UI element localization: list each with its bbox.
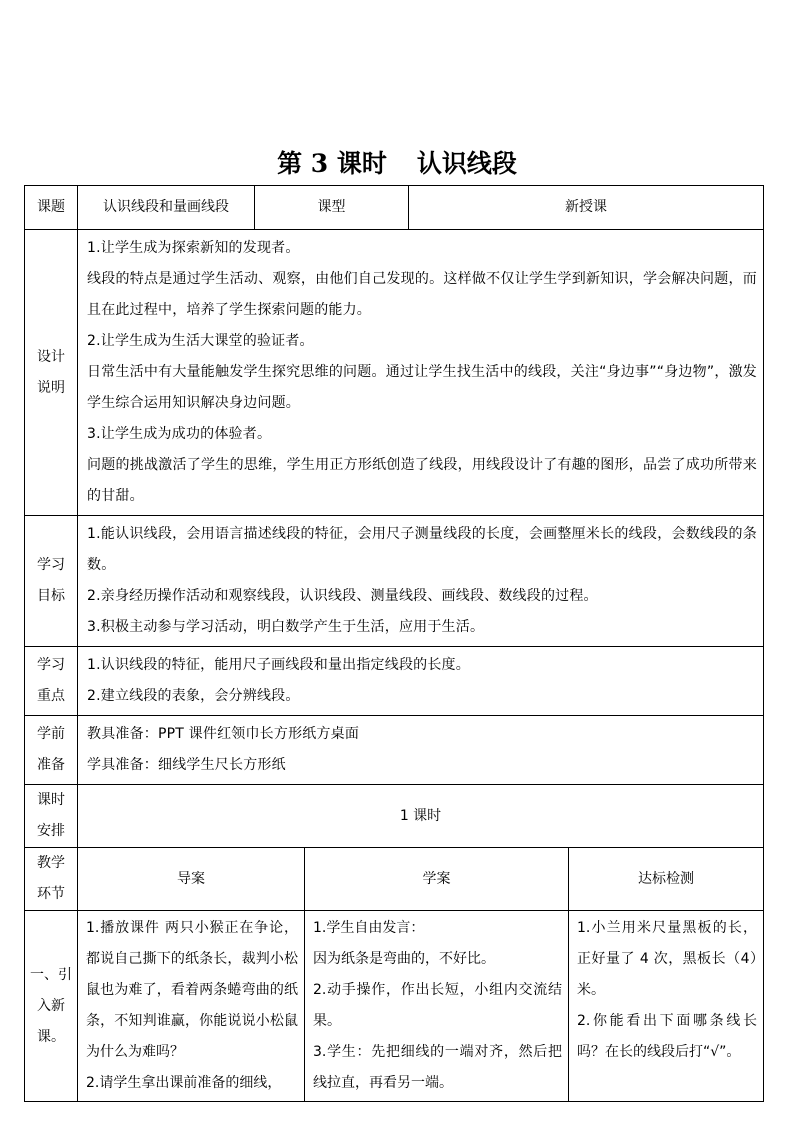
- label-goals: [25, 516, 78, 647]
- label-intro-3: 课。: [37, 1028, 65, 1045]
- col-study-header: 学案: [305, 848, 569, 911]
- goal-line: 3.积极主动参与学习活动，明白数学产生于生活，应用于生活。: [87, 619, 485, 635]
- col-guide-header: 导案: [78, 848, 305, 911]
- goal-line: 2.亲身经历操作活动和观察线段，认识线段、测量线段、画线段、数线段的过程。: [87, 588, 598, 604]
- row-intro: [25, 911, 764, 1102]
- title-part2: 认识线段: [416, 149, 517, 178]
- label-topic: 课题: [25, 186, 78, 230]
- study-line: 因为纸条是弯曲的，不好比。: [313, 951, 495, 967]
- prep-line: 学具准备：细线学生尺长方形纸: [87, 757, 286, 773]
- label-stage-2: 环节: [37, 886, 65, 902]
- row-goals: [25, 516, 764, 647]
- guide-line: 1.播放课件 两只小猴正在争论，都说自己撕下的纸条长，裁判小松鼠也为难了，看着两条蜷弯曲的纸条，不知判谁赢，你能说说小松鼠为什么为难吗？: [86, 920, 298, 1060]
- design-content: [78, 230, 764, 516]
- design-line: 日常生活中有大量能触发学生探究思维的问题。通过让学生找生活中的线段，关注“身边事”“身边物”，激发学生综合运用知识解决身边问题。: [87, 364, 757, 411]
- label-design-2: 说明: [37, 379, 65, 396]
- key-line: 1.认识线段的特征，能用尺子画线段和量出指定线段的长度。: [87, 657, 470, 673]
- label-intro: [25, 911, 78, 1102]
- design-line: 线段的特点是通过学生活动、观察，由他们自己发现的。这样做不仅让学生学到新知识，学会解决问题，而且在此过程中，培养了学生探索问题的能力。: [87, 271, 757, 318]
- design-line: 问题的挑战激活了学生的思维，学生用正方形纸创造了线段，用线段设计了有趣的图形，品尝了成功所带来的甘甜。: [87, 457, 757, 504]
- check-line: 2.你能看出下面哪条线长吗？在长的线段后打“√”。: [577, 1013, 757, 1060]
- label-goals-1: 学习: [37, 557, 65, 573]
- col-check-header: 达标检测: [569, 848, 764, 911]
- label-stage: [25, 848, 78, 911]
- label-time: [25, 785, 78, 848]
- page-title: [0, 146, 794, 182]
- row-time: [25, 785, 764, 848]
- label-key: [25, 647, 78, 716]
- time-value: 1 课时: [78, 785, 764, 848]
- study-line: 2.动手操作，作出长短，小组内交流结果。: [313, 982, 562, 1029]
- type-value: 新授课: [409, 186, 764, 230]
- title-part1: 第 3 课时: [277, 149, 387, 178]
- row-stage: [25, 848, 764, 911]
- label-goals-2: 目标: [37, 588, 65, 604]
- label-time-2: 安排: [37, 823, 65, 839]
- label-intro-1: 一、引: [30, 966, 72, 983]
- intro-check: [569, 911, 764, 1102]
- label-time-1: 课时: [37, 792, 65, 808]
- prep-content: [78, 716, 764, 785]
- design-line: 2.让学生成为生活大课堂的验证者。: [87, 333, 314, 349]
- prep-line: 教具准备：PPT 课件红领巾长方形纸方桌面: [87, 726, 360, 742]
- topic-value: 认识线段和量画线段: [78, 186, 255, 230]
- goals-content: [78, 516, 764, 647]
- row-prep: [25, 716, 764, 785]
- label-prep: [25, 716, 78, 785]
- design-line: 3.让学生成为成功的体验者。: [87, 426, 272, 442]
- study-line: 1.学生自由发言：: [313, 920, 425, 936]
- label-prep-1: 学前: [37, 726, 65, 742]
- row-design: [25, 230, 764, 516]
- lesson-plan-table: [24, 185, 764, 1102]
- row-key: [25, 647, 764, 716]
- label-type: 课型: [255, 186, 409, 230]
- intro-study: [305, 911, 569, 1102]
- key-content: [78, 647, 764, 716]
- label-design: [25, 230, 78, 516]
- label-intro-2: 入新: [37, 997, 65, 1014]
- row-topic: [25, 186, 764, 230]
- guide-line: 2.请学生拿出课前准备的细线，: [86, 1075, 282, 1091]
- intro-guide: [78, 911, 305, 1102]
- label-key-1: 学习: [37, 657, 65, 673]
- design-line: 1.让学生成为探索新知的发现者。: [87, 240, 300, 256]
- key-line: 2.建立线段的表象，会分辨线段。: [87, 688, 300, 704]
- label-stage-1: 教学: [37, 855, 65, 871]
- study-line: 3.学生：先把细线的一端对齐，然后把线拉直，再看另一端。: [313, 1044, 562, 1091]
- goal-line: 1.能认识线段，会用语言描述线段的特征，会用尺子测量线段的长度，会画整厘米长的线段，会数线段的条数。: [87, 526, 757, 573]
- label-prep-2: 准备: [37, 757, 65, 773]
- label-key-2: 重点: [37, 688, 65, 704]
- label-design-1: 设计: [37, 348, 65, 365]
- check-line: 1.小兰用米尺量黑板的长，正好量了 4 次，黑板长（4）米。: [577, 920, 757, 998]
